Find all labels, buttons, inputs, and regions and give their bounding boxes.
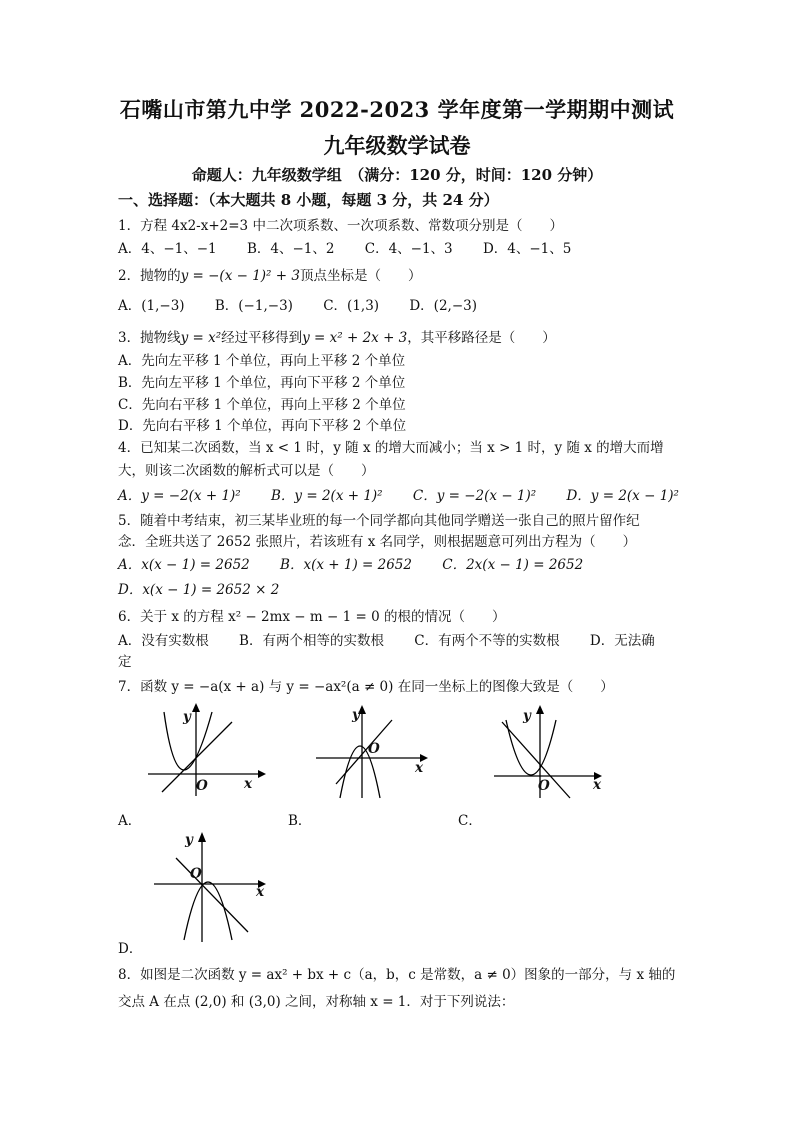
q7-b-x-label: x xyxy=(415,760,424,776)
q2-stem xyxy=(118,264,421,284)
q1-options xyxy=(118,237,597,257)
q5-option-a[interactable]: A．x(x − 1) = 2652 xyxy=(118,557,250,573)
q1-option-b[interactable]: B．4、−1、2 xyxy=(246,241,335,257)
q7-a-x-label: x xyxy=(244,776,253,792)
q3-stem-mid: 经过平移得到 xyxy=(221,330,303,346)
q4-options xyxy=(118,484,705,504)
q5-option-b[interactable]: B．x(x + 1) = 2652 xyxy=(280,557,412,573)
q4-option-a[interactable]: A．y = −2(x + 1)² xyxy=(118,488,241,504)
exam-info: 命题人：九年级数学组 （满分：120 分，时间：120 分钟） xyxy=(191,166,603,184)
q6-option-d-cont: 定 xyxy=(118,654,132,670)
q2-option-a[interactable]: A．(1,−3) xyxy=(118,298,185,314)
q7-option-d[interactable]: D． xyxy=(118,941,143,957)
q6-stem: 6．关于 x 的方程 x² − 2mx − m − 1 = 0 的根的情况（ ） xyxy=(118,609,506,625)
q4-line-1: 4．已知某二次函数，当 x < 1 时，y 随 x 的增大而减小；当 x > 1 时，y 随 x 的增大而增 xyxy=(118,440,664,456)
q1-option-a[interactable]: A．4、−1、−1 xyxy=(118,241,217,257)
q2-formula: y = −(x − 1)² + 3 xyxy=(180,268,300,284)
q7-c-y-label: y xyxy=(523,708,531,724)
q7-d-y-label: y xyxy=(185,832,193,848)
q2-option-b[interactable]: B．(−1,−3) xyxy=(214,298,293,314)
q7-option-b[interactable]: B． xyxy=(288,813,312,829)
exam-subtitle: 九年级数学试卷 xyxy=(323,133,471,158)
q5-line-2: 念．全班共送了 2652 张照片，若该班有 x 名同学，则根据题意可列出方程为（ ） xyxy=(118,534,637,550)
q3-stem xyxy=(118,326,556,346)
q7-c-x-label: x xyxy=(593,777,602,793)
q1-option-c[interactable]: C．4、−1、3 xyxy=(364,241,453,257)
q7-graph-d xyxy=(148,826,272,944)
q3-formula-1: y = x² xyxy=(180,330,222,346)
q6-option-d[interactable]: D．无法确 xyxy=(589,633,655,649)
q7-stem: 7．函数 y = −a(x + a) 与 y = −ax²(a ≠ 0) 在同一坐标上的图像大致是（ ） xyxy=(118,679,614,695)
q5-option-c[interactable]: C．2x(x − 1) = 2652 xyxy=(442,557,584,573)
q1-stem: 1．方程 4x2-x+2=3 中二次项系数、一次项系数、常数项分别是（ ） xyxy=(118,218,563,234)
section-heading: 一、选择题：（本大题共 8 小题，每题 3 分，共 24 分） xyxy=(118,191,499,209)
q6-option-a[interactable]: A．没有实数根 xyxy=(118,633,209,649)
q7-option-a[interactable]: A． xyxy=(118,813,142,829)
q7-a-y-label: y xyxy=(183,709,191,725)
q3-stem-post: ，其平移路径是（ ） xyxy=(407,330,556,346)
q3-option-c[interactable]: C．先向右平移 1 个单位，再向上平移 2 个单位 xyxy=(118,397,406,413)
q7-c-origin: O xyxy=(538,778,550,794)
q2-option-c[interactable]: C．(1,3) xyxy=(323,298,380,314)
exam-title: 石嘴山市第九中学 2022-2023 学年度第一学期期中测试 xyxy=(119,97,675,122)
q4-option-b[interactable]: B．y = 2(x + 1)² xyxy=(271,488,383,504)
q7-b-origin: O xyxy=(368,741,380,757)
q4-option-d[interactable]: D．y = 2(x − 1)² xyxy=(566,488,679,504)
q2-stem-pre: 2．抛物的 xyxy=(118,268,181,284)
q3-stem-pre: 3．抛物线 xyxy=(118,330,181,346)
q8-line-2: 交点 A 在点 (2,0) 和 (3,0) 之间，对称轴 x = 1．对于下列说法： xyxy=(118,994,515,1010)
q6-options xyxy=(118,629,655,649)
q7-d-origin: O xyxy=(190,866,202,882)
q6-option-c[interactable]: C．有两个不等的实数根 xyxy=(414,633,560,649)
q2-stem-post: 顶点坐标是（ ） xyxy=(299,268,422,284)
q5-option-d[interactable]: D．x(x − 1) = 2652 × 2 xyxy=(118,582,280,598)
q3-option-d[interactable]: D．先向右平移 1 个单位，再向下平移 2 个单位 xyxy=(118,418,407,434)
q4-option-c[interactable]: C．y = −2(x − 1)² xyxy=(412,488,537,504)
q3-formula-2: y = x² + 2x + 3 xyxy=(302,330,408,346)
q6-option-b[interactable]: B．有两个相等的实数根 xyxy=(239,633,384,649)
q2-option-d[interactable]: D．(2,−3) xyxy=(409,298,477,314)
q5-line-1: 5．随着中考结束，初三某毕业班的每一个同学都向其他同学赠送一张自己的照片留作纪 xyxy=(118,513,640,529)
q7-d-x-label: x xyxy=(256,884,265,900)
q7-a-origin: O xyxy=(196,778,208,794)
q4-line-2: 大，则该二次函数的解析式可以是（ ） xyxy=(118,463,375,479)
q7-b-y-label: y xyxy=(352,707,360,723)
q8-line-1: 8．如图是二次函数 y = ax² + bx + c（a，b，c 是常数，a ≠ 0）图象的一部分，与 x 轴的 xyxy=(118,967,676,983)
q3-option-b[interactable]: B．先向左平移 1 个单位，再向下平移 2 个单位 xyxy=(118,375,406,391)
q7-option-c[interactable]: C． xyxy=(458,813,482,829)
q5-options xyxy=(118,553,609,573)
q1-option-d[interactable]: D．4、−1、5 xyxy=(482,241,572,257)
q2-options xyxy=(118,294,503,314)
q3-option-a[interactable]: A．先向左平移 1 个单位，再向上平移 2 个单位 xyxy=(118,353,406,369)
